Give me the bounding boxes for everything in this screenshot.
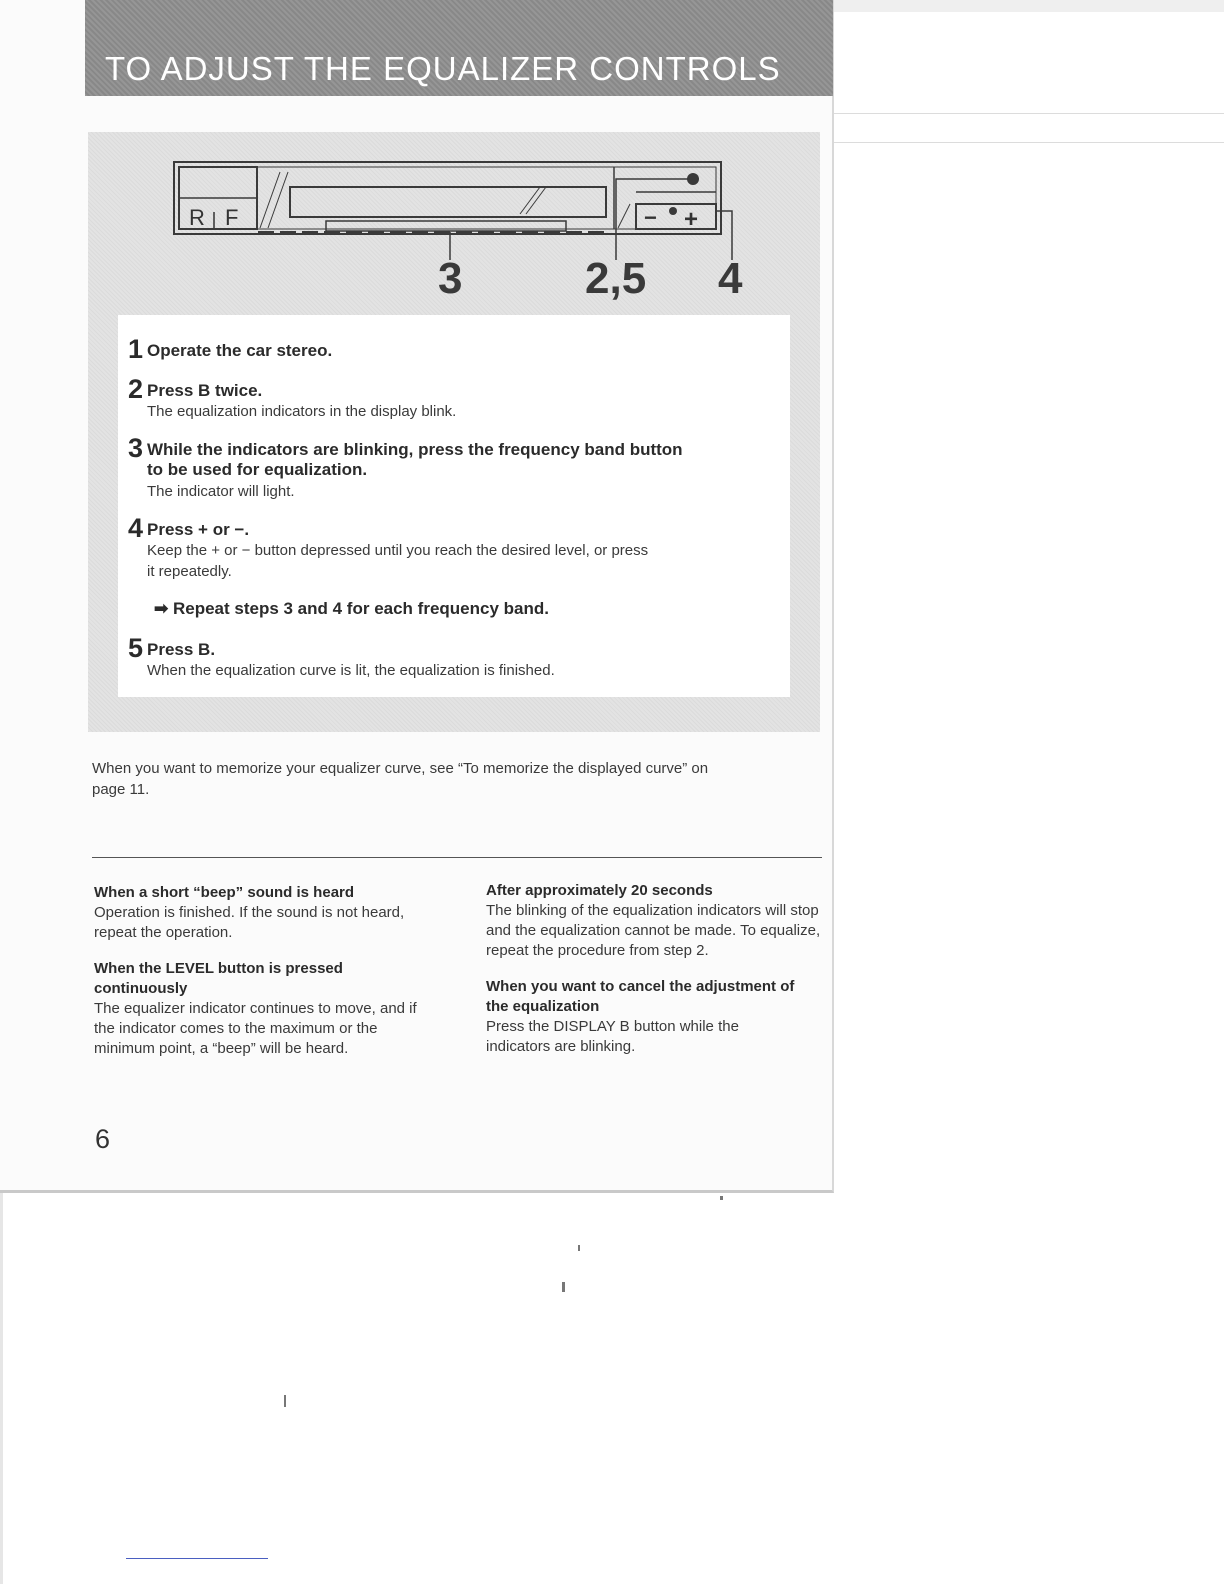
memorize-note-line1: When you want to memorize your equalizer curve, see “To memorize the displayed curve” on	[92, 760, 709, 777]
step-heading-cont: to be used for equalization.	[147, 460, 368, 479]
step-heading: Press B.	[147, 640, 216, 659]
callout-step-3: 3	[438, 254, 463, 303]
minus-label: −	[644, 205, 657, 230]
scan-speck	[562, 1282, 565, 1292]
scan-blue-line	[126, 1558, 268, 1559]
front-label: F	[225, 205, 239, 230]
step-description: Keep the + or − button depressed until you reach the desired level, or press	[147, 542, 649, 559]
page-number: 6	[95, 1124, 111, 1154]
step-number: 1	[128, 334, 144, 364]
instruction-panel	[88, 132, 820, 732]
right-slash	[618, 204, 630, 228]
plus-label: +	[684, 206, 699, 233]
scan-rule-top	[834, 113, 1224, 114]
scan-speck	[578, 1245, 580, 1251]
callout-step-4: 4	[718, 254, 743, 303]
step-description-cont: it repeatedly.	[147, 563, 232, 580]
repeat-instruction: ➡ Repeat steps 3 and 4 for each frequency band.	[154, 599, 549, 618]
note-text: Operation is finished. If the sound is not heard, repeat the operation.	[94, 904, 405, 941]
slash-left-1	[260, 172, 280, 228]
steps-box	[118, 315, 790, 697]
step-description: The equalization indicators in the display blink.	[147, 403, 457, 420]
note-text: Press the DISPLAY B button while the indicators are blinking.	[486, 1018, 739, 1055]
step-heading: Press + or −.	[147, 520, 250, 539]
rear-label: R	[189, 205, 205, 230]
step-number: 4	[128, 513, 144, 543]
notes-left-column	[94, 883, 439, 1075]
step-heading: Operate the car stereo.	[147, 341, 333, 360]
step-description: When the equalization curve is lit, the equalization is finished.	[147, 662, 555, 679]
level-dot	[669, 207, 677, 215]
note-title: When you want to cancel the adjustment of the equalization	[486, 978, 795, 1015]
page-title: TO ADJUST THE EQUALIZER CONTROLS	[105, 50, 781, 87]
note-title: After approximately 20 seconds	[486, 882, 713, 899]
note-text: The equalizer indicator continues to move, and if the indicator comes to the maximum or the minimum point, a “beep” will be heard.	[94, 1000, 417, 1057]
scan-speck	[284, 1395, 286, 1407]
slash-left-2	[268, 172, 288, 228]
step-number: 5	[128, 633, 144, 663]
notes-right-column	[486, 881, 831, 1073]
step-number: 3	[128, 433, 144, 463]
scan-right-strip	[834, 0, 1224, 12]
callout-steps-2-5: 2,5	[585, 254, 647, 303]
scan-rule-bottom	[834, 142, 1224, 143]
note-title: When the LEVEL button is pressed continuously	[94, 960, 343, 997]
scan-speck	[720, 1196, 723, 1200]
note-text: The blinking of the equalization indicators will stop and the equalization cannot be made. To equalize, repeat the procedure from step 2.	[486, 902, 821, 959]
display-window	[290, 187, 606, 217]
step-heading: While the indicators are blinking, press the frequency band button	[147, 440, 683, 459]
title-banner	[85, 0, 833, 96]
step-description: The indicator will light.	[147, 483, 295, 500]
section-divider	[92, 857, 822, 858]
memorize-note-line2: page 11.	[92, 781, 150, 798]
display-slash-2	[526, 187, 546, 214]
note-title: When a short “beep” sound is heard	[94, 884, 355, 901]
memorize-note	[92, 758, 822, 800]
display-slash-1	[520, 187, 540, 214]
step-heading: Press B twice.	[147, 381, 263, 400]
step-number: 2	[128, 374, 144, 404]
leader-4	[716, 211, 732, 260]
